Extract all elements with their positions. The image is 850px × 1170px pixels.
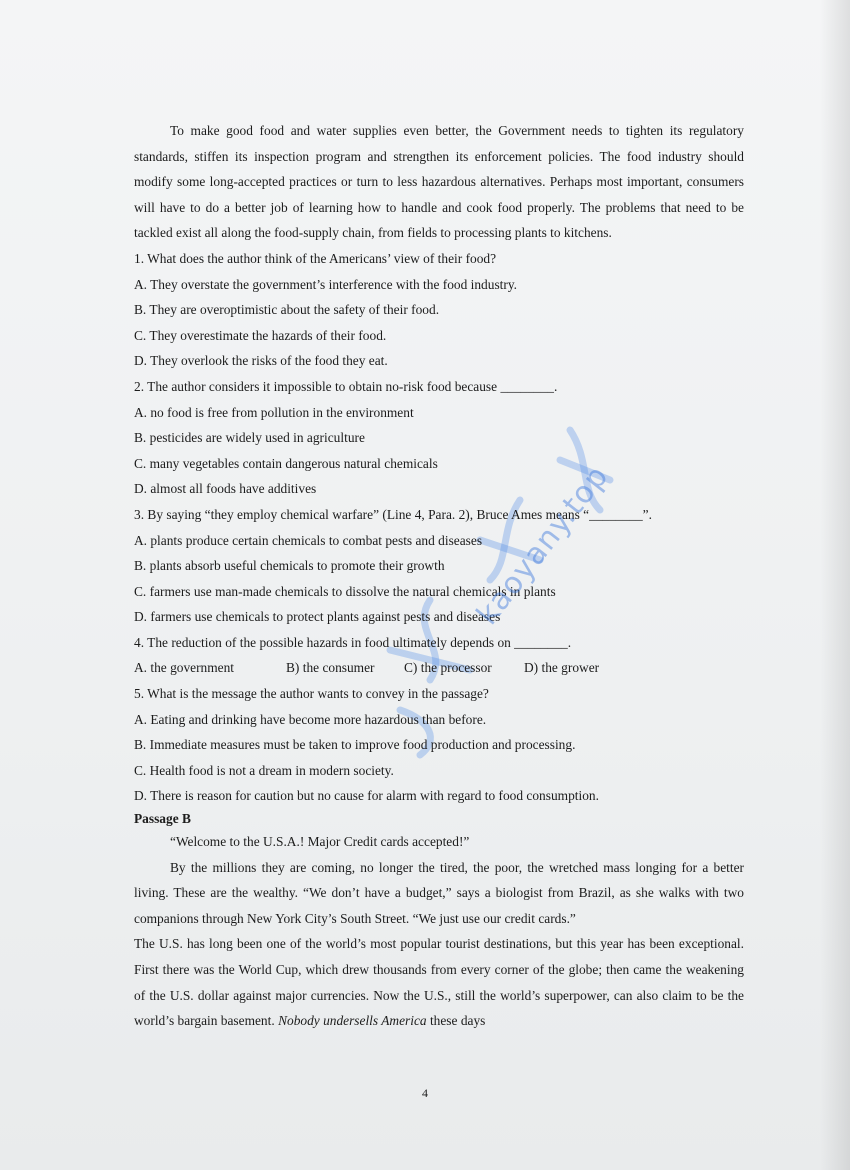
option-c: C. They overestimate the hazards of their food. — [134, 327, 387, 343]
question-stem: 3. By saying “they employ chemical warfare” (Line 4, Para. 2), Bruce Ames means “________”. — [134, 506, 652, 522]
option-a: A. They overstate the government’s interference with the food industry. — [134, 276, 518, 292]
question-4 — [134, 630, 744, 681]
option-c: C) the processor — [404, 660, 492, 676]
options-row — [134, 655, 744, 681]
option-a: A. Eating and drinking have become more hazardous than before. — [134, 711, 487, 727]
question-stem: 5. What is the message the author wants to convey in the passage? — [134, 686, 489, 702]
option-d: D. farmers use chemicals to protect plants against pests and diseases — [134, 609, 501, 625]
paragraph-text-end: these days — [429, 1013, 486, 1029]
passage-b-opening-line: “Welcome to the U.S.A.! Major Credit cards accepted!” — [170, 834, 470, 850]
watermark-text: kaoyany.top — [470, 458, 616, 632]
question-stem: 1. What does the author think of the Americans’ view of their food? — [134, 250, 497, 266]
option-d: D. They overlook the risks of the food they eat. — [134, 353, 388, 369]
passage-b-paragraph-2: By the millions they are coming, no longer the tired, the poor, the wretched mass longing for a better living. These are the wealthy. “We don’t have a budget,” says a biologist from Brazil, as she walks with two companions through New York City’s South Street. “We just use our credit cards.” — [134, 859, 744, 926]
option-b: B. Immediate measures must be taken to improve food production and processing. — [134, 737, 576, 753]
question-5 — [134, 681, 744, 809]
option-c: C. Health food is not a dream in modern society. — [134, 762, 394, 778]
paragraph-text: The U.S. has long been one of the world’s most popular tourist destinations, but this year has been exceptional. First there was the World Cup, which drew thousands from every corner of the globe; then came the weakening of the U.S. dollar against major currencies. Now the U.S., still the world’s superpower, can also claim to be the world’s bargain basement. — [134, 936, 744, 1029]
page-number: 4 — [422, 1086, 428, 1100]
passage-b-heading: Passage B — [134, 811, 191, 827]
option-a: A. plants produce certain chemicals to combat pests and diseases — [134, 532, 483, 548]
question-1 — [134, 246, 744, 374]
option-d: D) the grower — [524, 660, 600, 676]
question-2 — [134, 374, 744, 502]
option-b: B. They are overoptimistic about the safety of their food. — [134, 302, 440, 318]
passage-a-closing-paragraph: To make good food and water supplies even better, the Government needs to tighten its regulatory standards, stiffen its inspection program and strengthen its enforcement policies. The food industry should modify some long-accepted practices or turn to less hazardous alternatives. Perhaps most important, consumers will have to do a better job of learning how to handle and cook food properly. The problems that need to be tackled exist all along the food-supply chain, from fields to processing plants to kitchens. — [134, 123, 744, 241]
page-edge-shadow — [820, 0, 850, 1170]
option-d: D. There is reason for caution but no cause for alarm with regard to food consumption. — [134, 788, 599, 804]
option-b: B. plants absorb useful chemicals to promote their growth — [134, 558, 445, 574]
question-stem: 4. The reduction of the possible hazards in food ultimately depends on ________. — [134, 634, 572, 650]
question-3 — [134, 502, 744, 630]
question-stem: 2. The author considers it impossible to obtain no-risk food because ________. — [134, 378, 558, 394]
option-a: A. no food is free from pollution in the environment — [134, 404, 414, 420]
passage-b-paragraph-3 — [134, 931, 744, 1033]
document-content — [134, 118, 744, 1034]
option-a: A. the government — [134, 660, 235, 676]
option-c: C. farmers use man-made chemicals to dissolve the natural chemicals in plants — [134, 583, 556, 599]
option-b: B) the consumer — [286, 660, 375, 676]
option-c: C. many vegetables contain dangerous natural chemicals — [134, 455, 438, 471]
option-d: D. almost all foods have additives — [134, 481, 317, 497]
italic-phrase: Nobody undersells America — [278, 1013, 427, 1029]
option-b: B. pesticides are widely used in agriculture — [134, 430, 365, 446]
